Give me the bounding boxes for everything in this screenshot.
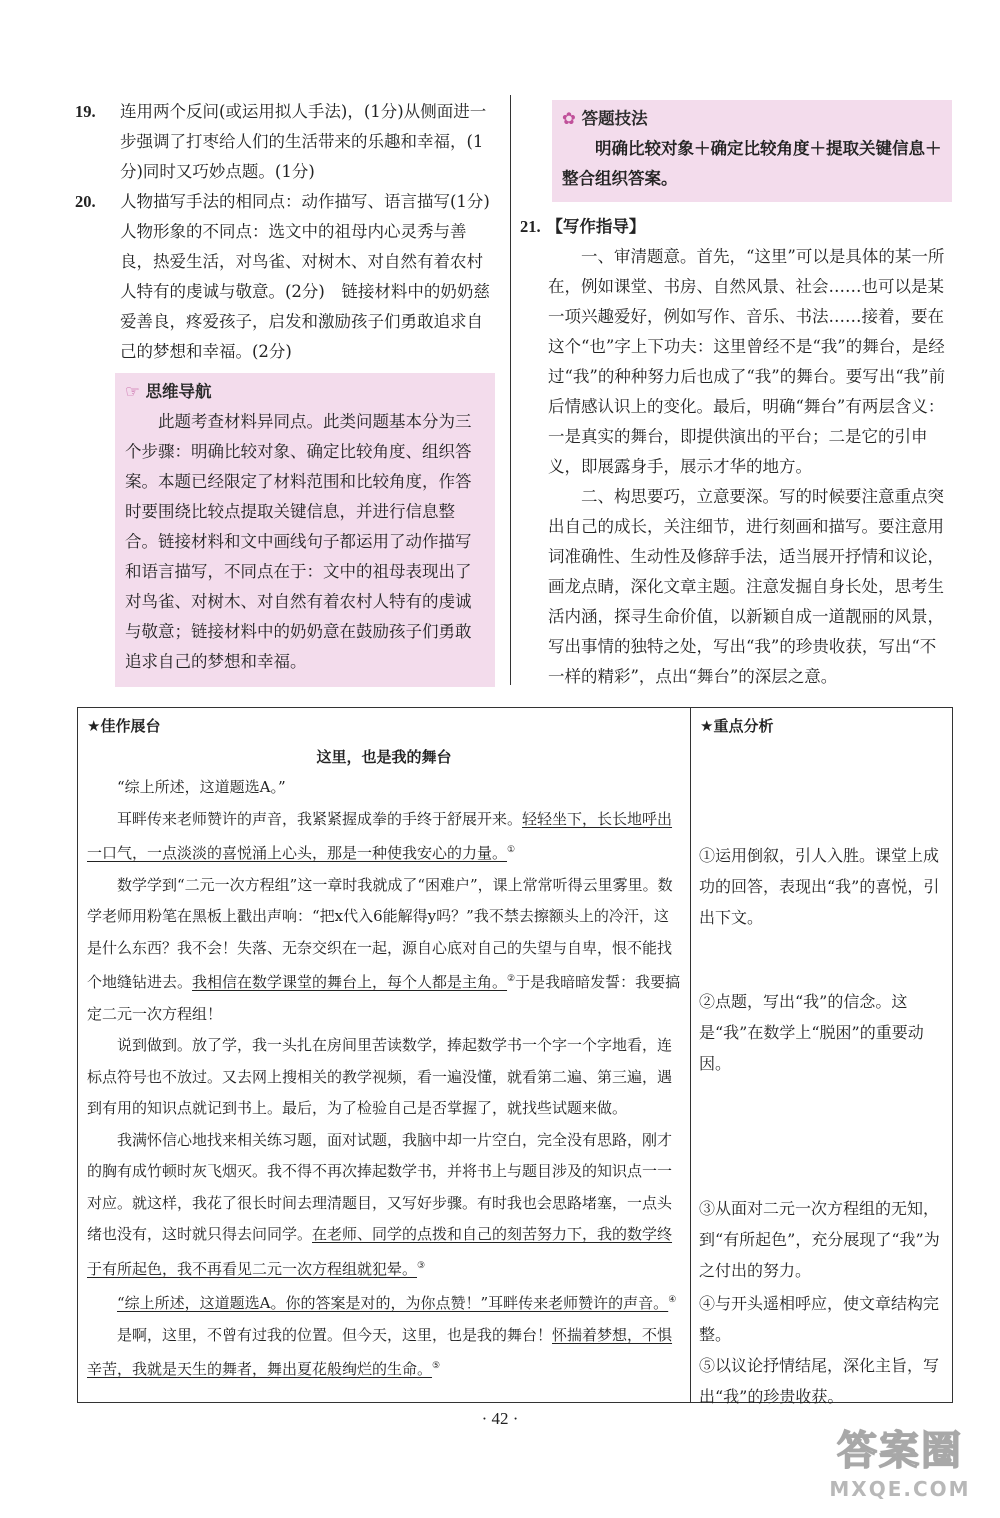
analysis-note-2: ②点题，写出“我”的信念。这是“我”在数学上“脱困”的重要动因。 xyxy=(699,992,924,1073)
tips-heading xyxy=(562,104,942,134)
watermark-logo: 答案圈 xyxy=(837,1428,963,1474)
answer-line: 人物形象的不同点：选文中的祖母内心灵秀与善良，热爱生活，对鸟雀、对树木、对自然有着农村人特有的虔诚与敬意。(2分) 链接材料中的奶奶慈爱善良，疼爱孩子，启发和激励孩子们勇敢追求自己的梦想和幸福。(2分) xyxy=(120,222,490,361)
essay-header: ★佳作展台 xyxy=(87,717,161,735)
essay-text: 是啊，这里，不曾有过我的位置。但今天，这里，也是我的舞台！ xyxy=(117,1325,553,1344)
analysis-note-1: ①运用倒叙，引人入胜。课堂上成功的回答，表现出“我”的喜悦，引出下文。 xyxy=(699,846,940,927)
writing-guide-title: 【写作指导】 xyxy=(546,217,646,236)
essay-paragraph xyxy=(87,804,681,870)
note-marker: ① xyxy=(507,845,516,855)
analysis-cell xyxy=(691,708,953,1406)
watermark-url: MXQE.COM xyxy=(829,1477,971,1501)
note-marker: ③ xyxy=(417,1260,426,1271)
essay-paragraph xyxy=(87,1125,681,1286)
essay-text: 我满怀信心地找来相关练习题，面对试题，我脑中却一片空白，完全没有思路，刚才的胸有成竹顿时灰飞烟灭。我不得不再次捧起数学书，并将书上与题目涉及的知识点一一对应。就这样，我花了很长时间去理清题目，又写好步骤。有时我也会思路堵塞，一点头绪也没有，这时就只得去问同学。 xyxy=(87,1130,673,1243)
right-column xyxy=(520,100,952,692)
answer-21-heading xyxy=(520,212,952,242)
underlined-sentence: 怀揣着梦想，不惧辛苦，我就是天生的舞者，舞出夏花般绚烂的生命。 xyxy=(87,1325,673,1378)
note-marker: ④ xyxy=(668,1295,677,1305)
analysis-note-4: ④与开头遥相呼应，使文章结构完整。 xyxy=(699,1294,940,1344)
essay-text: 于是我暗暗发誓：我要搞定二元一次方程组！ xyxy=(87,973,681,1023)
essay-table xyxy=(77,707,953,1406)
underlined-sentence: 在老师、同学的点拨和自己的刻苦努力下，我的数学终于有所起色，我不再看见二元一次方程组就犯晕。 xyxy=(87,1225,673,1278)
pointing-hand-icon: ☞ xyxy=(125,382,140,401)
guide-paragraph: 一、审清题意。首先，“这里”可以是具体的某一所在，例如课堂、书房、自然风景、社会……也可以是某一项兴趣爱好，例如写作、音乐、书法……接着，要在这个“也”字上下功夫：这里曾经不是“我”的舞台，是经过“我”的种种努力后也成了“我”的舞台。要写出“我”前后情感认识上的变化。最后，明确“舞台”有两层含义：一是真实的舞台，即提供演出的平台；二是它的引申义，即展露身手，展示才华的地方。 xyxy=(548,247,946,476)
question-number: 20. xyxy=(75,192,96,211)
essay-cell xyxy=(78,708,691,1403)
answer-line: 人物描写手法的相同点：动作描写、语言描写(1分) xyxy=(120,192,490,211)
underlined-sentence: 我相信在数学课堂的舞台上，每个人都是主角。 xyxy=(192,973,508,991)
watermark xyxy=(805,1425,995,1515)
tips-box xyxy=(552,100,952,202)
essay-text: 数学学到“二元一次方程组”这一章时我就成了“困难户”，课上常常听得云里雾里。数学老师用粉笔在黑板上戳出声响：“把x代入6能解得y吗？”我不禁去擦额头上的冷汗，这是什么东西？我不会！失落、无奈交织在一起，源自心底对自己的失望与自卑，恨不能找个地缝钻进去。 xyxy=(87,875,673,991)
page-number: · 42 · xyxy=(481,1409,519,1428)
essay-text: 耳畔传来老师赞许的声音，我紧紧握成拳的手终于舒展开来。 xyxy=(117,809,523,828)
thinking-heading xyxy=(125,377,483,407)
note-marker: ② xyxy=(507,974,516,984)
column-divider xyxy=(510,95,511,685)
underlined-sentence: 轻轻坐下，长长地呼出一口气，一点淡淡的喜悦涌上心头，那是一种使我安心的力量。 xyxy=(87,809,673,862)
thinking-title: 思维导航 xyxy=(145,382,212,401)
answer-21 xyxy=(520,212,952,692)
question-number: 19. xyxy=(75,102,96,121)
essay-paragraph: “综上所述，这道题选A。” xyxy=(117,778,286,796)
essay-title: 这里，也是我的舞台 xyxy=(316,748,452,766)
analysis-note-5: ⑤以议论抒情结尾，深化主旨，写出“我”的珍贵收获。 xyxy=(699,1356,940,1406)
left-column xyxy=(75,97,495,687)
essay-paragraph xyxy=(87,1320,681,1386)
tips-title: 答题技法 xyxy=(581,109,648,128)
answer-19 xyxy=(75,97,495,187)
tips-text: 明确比较对象＋确定比较角度＋提取关键信息＋整合组织答案。 xyxy=(562,139,942,188)
answer-text: 连用两个反问(或运用拟人手法)，(1分)从侧面进一步强调了打枣给人们的生活带来的乐趣和幸福，(1分)同时又巧妙点题。(1分) xyxy=(120,102,487,181)
underlined-sentence: “综上所述，这道题选A。你的答案是对的，为你点赞！”耳畔传来老师赞许的声音。 xyxy=(117,1294,669,1312)
analysis-header: ★重点分析 xyxy=(700,717,774,735)
analysis-note-3: ③从面对二元一次方程组的无知，到“有所起色”，充分展现了“我”为之付出的努力。 xyxy=(699,1199,940,1280)
essay-paragraph xyxy=(87,1285,681,1320)
guide-paragraph: 二、构思要巧，立意要深。写的时候要注意重点突出自己的成长，关注细节，进行刻画和描写。要注意用词准确性、生动性及修辞手法，适当展开抒情和议论，画龙点睛，深化文章主题。注意发掘自身长处，思考生活内涵，探寻生命价值，以新颖自成一道靓丽的风景，写出事情的独特之处，写出“我”的珍贵收获，写出“不一样的精彩”，点出“舞台”的深层之意。 xyxy=(548,487,944,686)
thinking-text: 此题考查材料异同点。此类问题基本分为三个步骤：明确比较对象、确定比较角度、组织答案。本题已经限定了材料范围和比较角度，作答时要围绕比较点提取关键信息，并进行信息整合。链接材料和文中画线句子都运用了动作描写和语言描写，不同点在于：文中的祖母表现出了对鸟雀、对树木、对自然有着农村人特有的虔诚与敬意；链接材料中的奶奶意在鼓励孩子们勇敢追求自己的梦想和幸福。 xyxy=(125,412,472,671)
essay-body xyxy=(79,772,689,1386)
note-marker: ⑤ xyxy=(432,1361,441,1371)
essay-paragraph xyxy=(87,870,681,1031)
answer-20 xyxy=(75,187,495,367)
question-number: 21. xyxy=(520,217,541,236)
essay-paragraph: 说到做到。放了学，我一头扎在房间里苦读数学，捧起数学书一个字一个字地看，连标点符号也不放过。又去网上搜相关的教学视频，看一遍没懂，就看第二遍、第三遍，遇到有用的知识点就记到书上。最后，为了检验自己是否掌握了，就找些试题来做。 xyxy=(87,1036,673,1117)
thinking-box xyxy=(115,373,495,687)
flower-icon: ✿ xyxy=(562,109,576,128)
